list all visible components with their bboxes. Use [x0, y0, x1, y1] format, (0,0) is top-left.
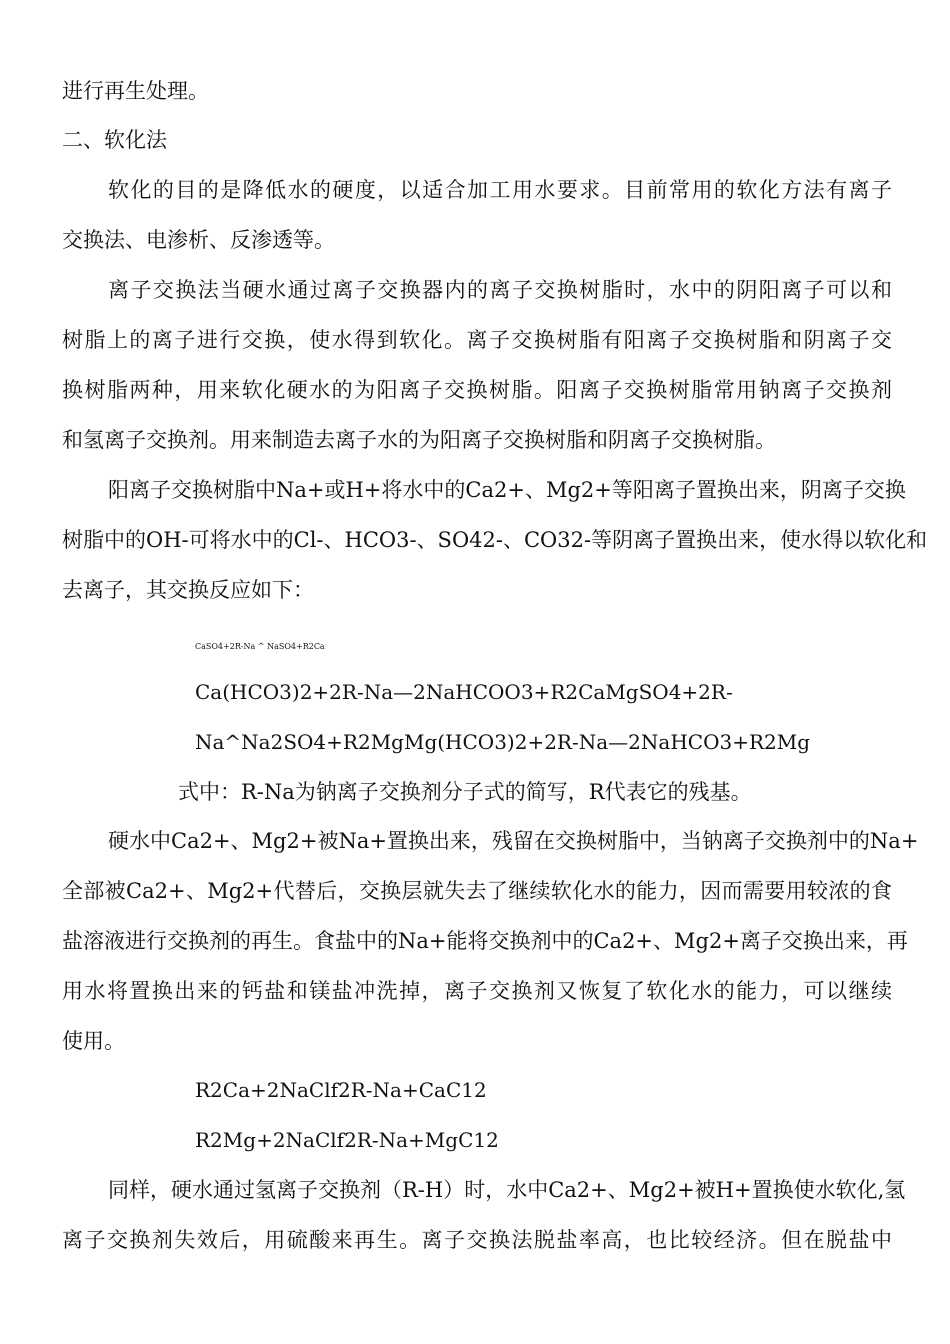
reaction-equation: Na^Na2SO4+R2MgMg(HCO3)2+2R-Na—2NaHCO3+R2Mg [195, 730, 811, 754]
text-line: 树脂中的OH-可将水中的Cl-、HCO3-、SO42-、CO32-等阴离子置换出来，使水得以软化和 [62, 528, 928, 552]
text-line: 盐溶液进行交换剂的再生。食盐中的Na+能将交换剂中的Ca2+、Mg2+离子交换出来，再 [62, 929, 908, 953]
text-line: 使用。 [62, 1029, 125, 1053]
text-line: 离子交换剂失效后，用硫酸来再生。离子交换法脱盐率高，也比较经济。但在脱盐中 [62, 1228, 892, 1252]
text-line: 树脂上的离子进行交换，使水得到软化。离子交换树脂有阳离子交换树脂和阴离子交 [62, 328, 892, 352]
text-line: 换树脂两种，用来软化硬水的为阳离子交换树脂。阳离子交换树脂常用钠离子交换剂 [62, 378, 892, 402]
text-line: 和氢离子交换剂。用来制造去离子水的为阳离子交换树脂和阴离子交换树脂。 [62, 428, 776, 452]
text-line: 交换法、电渗析、反渗透等。 [62, 228, 335, 252]
equation-note: 式中：R-Na为钠离子交换剂分子式的简写，R代表它的残基。 [178, 780, 752, 804]
text-line: 去离子，其交换反应如下： [62, 578, 314, 602]
text-line: 硬水中Ca2+、Mg2+被Na+置换出来，残留在交换树脂中，当钠离子交换剂中的Na+ [108, 829, 919, 853]
text-line: 阳离子交换树脂中Na+或H+将水中的Ca2+、Mg2+等阳离子置换出来，阴离子交换 [108, 478, 906, 502]
reaction-equation: Ca(HCO3)2+2R-Na—2NaHCOO3+R2CaMgSO4+2R- [195, 680, 733, 704]
text-line: 全部被Ca2+、Mg2+代替后，交换层就失去了继续软化水的能力，因而需要用较浓的食 [62, 879, 892, 903]
reaction-equation: R2Ca+2NaClf2R-Na+CaC12 [195, 1078, 487, 1102]
text-line: 进行再生处理。 [62, 79, 209, 103]
text-line: 离子交换法当硬水通过离子交换器内的离子交换树脂时，水中的阴阳离子可以和 [108, 278, 892, 302]
text-line: 同样，硬水通过氢离子交换剂（R-H）时，水中Ca2+、Mg2+被H+置换使水软化,氢 [108, 1178, 906, 1202]
reaction-equation: R2Mg+2NaClf2R-Na+MgC12 [195, 1128, 499, 1152]
text-line: 软化的目的是降低水的硬度，以适合加工用水要求。目前常用的软化方法有离子 [108, 178, 892, 202]
reaction-equation-small: CaSO4+2R-Na ^ NaSO4+R2Ca [195, 642, 325, 651]
text-line: 用水将置换出来的钙盐和镁盐冲洗掉，离子交换剂又恢复了软化水的能力，可以继续 [62, 979, 892, 1003]
section-heading: 二、软化法 [62, 128, 167, 152]
